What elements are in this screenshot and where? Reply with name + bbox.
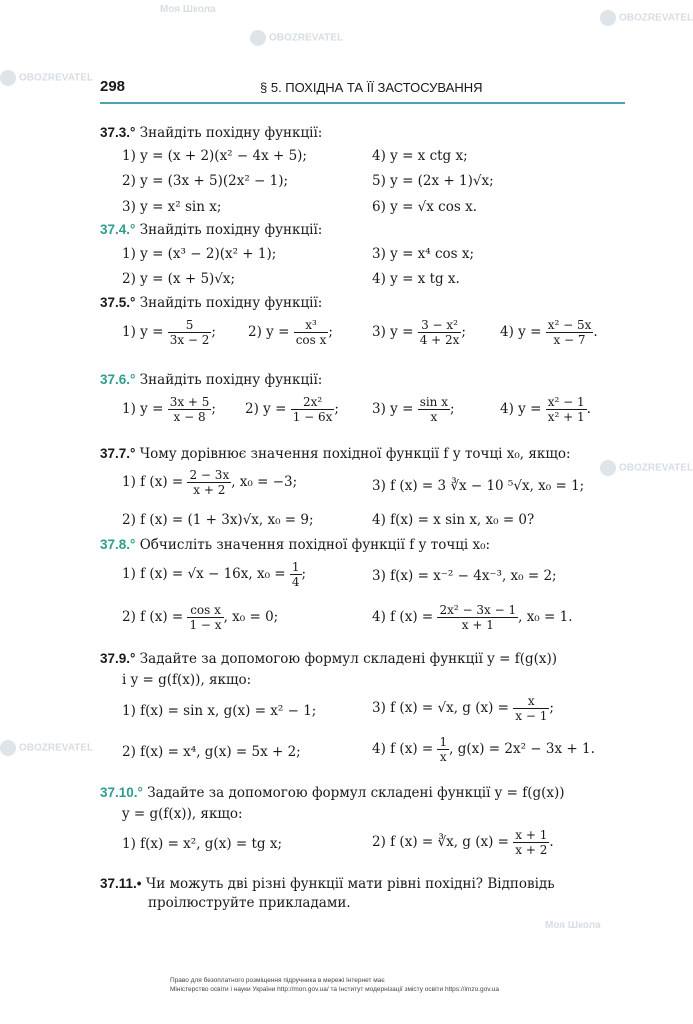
problem-37-9-item-1: 1) f(x) = sin x, g(x) = x² − 1; xyxy=(122,703,317,719)
problem-37-9-item-2: 2) f(x) = x⁴, g(x) = 5x + 2; xyxy=(122,744,301,760)
watermark-obozrevatel: OBOZREVATEL xyxy=(0,70,93,86)
problem-37-5-item-3: 3) y = $\frac{\text{3 − x²}}{4 + 2x}$ ; xyxy=(372,318,466,347)
problem-37-5-heading: 37.5.° Знайдіть похідну функції: xyxy=(100,295,323,311)
header-divider xyxy=(100,102,625,104)
problem-37-10-item-1: 1) f(x) = x², g(x) = tg x; xyxy=(122,836,282,852)
watermark-moya-shkola: Моя Школа xyxy=(160,4,216,15)
problem-37-3-item-3: 3) y = x² sin x; xyxy=(122,199,222,215)
problem-37-7-item-1: 1) f (x) = $\frac{2 - 3x}{x + 2}$ , x₀ = −3; xyxy=(122,468,298,497)
problem-37-3-heading: 37.3.° Знайдіть похідну функції: xyxy=(100,125,323,141)
problem-37-6-heading: 37.6.° Знайдіть похідну функції: xyxy=(100,372,323,388)
watermark-obozrevatel: OBOZREVATEL xyxy=(250,30,343,46)
obozrevatel-logo-icon xyxy=(600,460,616,476)
problem-37-4-item-4: 4) y = x tg x. xyxy=(372,271,460,287)
problem-37-3-item-6: 6) y = √x cos x. xyxy=(372,199,477,215)
problem-37-7-item-4: 4) f(x) = x sin x, x₀ = 0? xyxy=(372,512,535,528)
problem-37-8-item-3: 3) f(x) = x⁻² − 4x⁻³, x₀ = 2; xyxy=(372,568,557,584)
problem-37-5-item-1: 1) y = $\frac{5}{3x - 2}$ ; xyxy=(122,318,216,347)
problem-37-4-item-1: 1) y = (x³ − 2)(x² + 1); xyxy=(122,246,277,262)
obozrevatel-logo-icon xyxy=(0,70,16,86)
obozrevatel-logo-icon xyxy=(250,30,266,46)
problem-37-10-heading: 37.10.° Задайте за допомогою формул складені функції y = f(g(x)) xyxy=(100,785,565,801)
problem-37-4-item-3: 3) y = x⁴ cos x; xyxy=(372,246,475,262)
watermark-obozrevatel: OBOZREVATEL xyxy=(600,10,693,26)
problem-37-3-item-5: 5) y = (2x + 1)√x; xyxy=(372,173,494,189)
problem-37-9-heading: 37.9.° Задайте за допомогою формул складені функції y = f(g(x)) xyxy=(100,651,558,667)
watermark-moya-shkola: Моя Школа xyxy=(545,920,601,931)
problem-37-3-item-4: 4) y = x ctg x; xyxy=(372,148,468,164)
problem-37-8-item-1: 1) f (x) = √x − 16x, x₀ = $\frac{1}{4}$ ; xyxy=(122,560,307,589)
problem-37-4-heading: 37.4.° Знайдіть похідну функції: xyxy=(100,222,323,238)
problem-37-11-heading-cont: проілюструйте прикладами. xyxy=(148,895,351,911)
watermark-obozrevatel: OBOZREVATEL xyxy=(0,740,93,756)
problem-37-9-item-4: 4) f (x) = $\frac{1}{x}$ , g(x) = 2x² − 3x + 1. xyxy=(372,735,595,764)
problem-37-6-item-2: 2) y = $\frac{\text{2x²}}{1 - 6x}$ ; xyxy=(245,395,339,424)
problem-37-6-item-3: 3) y = $\frac{\text{sin x}}{x}$ ; xyxy=(372,395,455,424)
section-title: § 5. ПОХІДНА ТА ЇЇ ЗАСТОСУВАННЯ xyxy=(260,80,483,95)
page-header xyxy=(100,78,625,102)
obozrevatel-logo-icon xyxy=(0,740,16,756)
problem-37-3-item-1: 1) y = (x + 2)(x² − 4x + 5); xyxy=(122,148,307,164)
problem-37-3-item-2: 2) y = (3x + 5)(2x² − 1); xyxy=(122,173,289,189)
page-number: 298 xyxy=(100,78,126,95)
problem-37-4-item-2: 2) y = (x + 5)√x; xyxy=(122,271,236,287)
problem-37-8-item-4: 4) f (x) = $\frac{\text{2x² − 3x − 1}}{x + 1}$ , x₀ = 1. xyxy=(372,603,573,632)
problem-37-7-item-3: 3) f (x) = 3 ∛x − 10 ⁵√x, x₀ = 1; xyxy=(372,478,585,494)
problem-37-5-item-2: 2) y = $\frac{\text{x³}}{\text{cos x}}$ ; xyxy=(248,318,333,347)
problem-37-6-item-1: 1) y = $\frac{3x + 5}{x - 8}$ ; xyxy=(122,395,216,424)
obozrevatel-logo-icon xyxy=(600,10,616,26)
problem-37-5-item-4: 4) y = $\frac{\text{x² − 5x}}{x - 7}$ . xyxy=(500,318,598,347)
problem-37-9-heading-cont: і y = g(f(x)), якщо: xyxy=(122,672,252,688)
footer-line-1: Право для безоплатного розміщення підручника в мережі Інтернет має xyxy=(170,977,385,984)
problem-37-7-item-2: 2) f (x) = (1 + 3x)√x, x₀ = 9; xyxy=(122,512,314,528)
footer-line-2: Міністерство освіти і науки України http://mon.gov.ua/ та Інститут модернізації змісту освіти https://imzo.gov.ua xyxy=(170,986,500,993)
problem-37-8-heading: 37.8.° Обчисліть значення похідної функції f у точці x₀: xyxy=(100,537,491,553)
problem-37-10-heading-cont: y = g(f(x)), якщо: xyxy=(122,806,243,822)
problem-37-7-heading: 37.7.° Чому дорівнює значення похідної функції f у точці x₀, якщо: xyxy=(100,446,571,462)
watermark-obozrevatel: OBOZREVATEL xyxy=(600,460,693,476)
problem-37-6-item-4: 4) y = $\frac{\text{x² − 1}}{\text{x² + 1}}$ . xyxy=(500,395,591,424)
problem-37-8-item-2: 2) f (x) = $\frac{\text{cos x}}{1 - x}$ , x₀ = 0; xyxy=(122,603,279,632)
problem-37-9-item-3: 3) f (x) = √x, g (x) = $\frac{x}{x - 1}$ ; xyxy=(372,694,554,723)
problem-37-11-heading: 37.11.• Чи можуть дві різні функції мати рівні похідні? Відповідь xyxy=(100,876,555,892)
problem-37-10-item-2: 2) f (x) = ∛x, g (x) = $\frac{x + 1}{x + 2}$ . xyxy=(372,828,554,857)
